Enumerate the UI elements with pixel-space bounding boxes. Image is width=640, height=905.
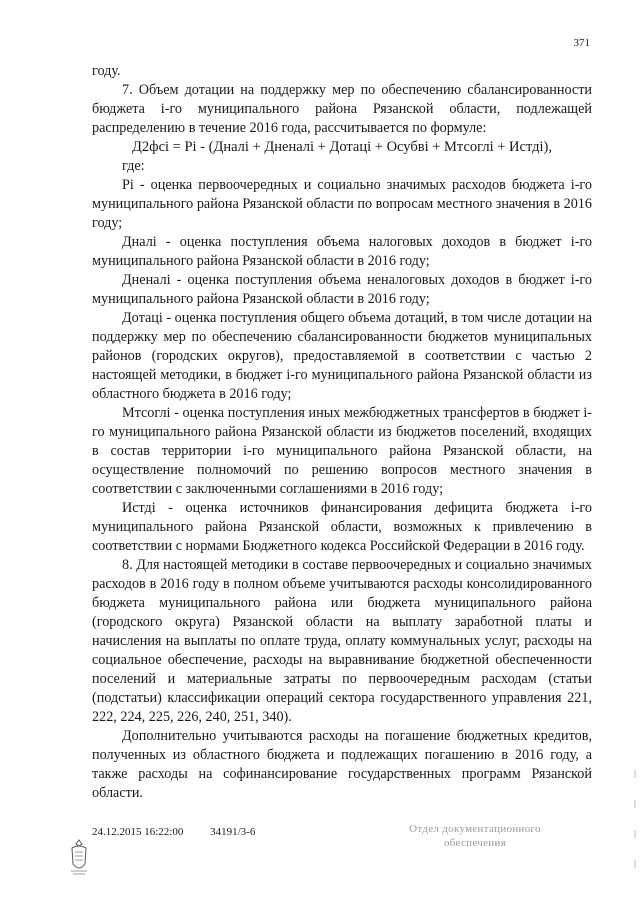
paragraph: 7. Объем дотации на поддержку мер по обеспечению сбалансированности бюджета i-го муниципального района Рязанской области, подлежащей распределению в течение 2016 года, рассчитывается по формуле:	[92, 82, 592, 136]
scan-edge-marks	[634, 770, 636, 890]
page-number: 371	[573, 37, 590, 49]
footer-doc-number: 34191/3-6	[210, 826, 256, 838]
stamp-line: Отдел документационного	[409, 823, 541, 835]
paragraph: Pi - оценка первоочередных и социально значимых расходов бюджета i-го муниципального района Рязанской области по вопросам местного значения в 2016 году;	[92, 177, 592, 231]
paragraph: Дотацi - оценка поступления общего объема дотаций, в том числе дотации на поддержку мер по обеспечению сбалансированности бюджетов муниципальных районов (городских округов), предоставляемой в соответствии с частью 2 настоящей методики, в бюджет i-го муниципального района Рязанской области из областного бюджета в 2016 году;	[92, 310, 592, 402]
footer-datetime: 24.12.2015 16:22:00	[92, 826, 184, 838]
coat-of-arms-icon	[68, 838, 90, 878]
paragraph: Дненалi - оценка поступления объема неналоговых доходов в бюджет i-го муниципального района Рязанской области в 2016 году;	[92, 272, 592, 307]
paragraph: Дополнительно учитываются расходы на погашение бюджетных кредитов, полученных из областного бюджета и подлежащих погашению в 2016 году, а также расходы на софинансирование государственных программ Рязанской области.	[92, 728, 592, 801]
paragraph: 8. Для настоящей методики в составе первоочередных и социально значимых расходов в 2016 году в полном объеме учитываются расходы консолидированного бюджета муниципального района или бюджета муниципального района (городского округа) Рязанской области на выплату заработной платы и начисления на выплаты по оплате труда, оплату коммунальных услуг, расходы на социальное обеспечение, расходы на выравнивание бюджетной обеспеченности поселений и материальные затраты по первоочередным расходам (статьи (подстатьи) классификации операций сектора государственного управления 221, 222, 224, 225, 226, 240, 251, 340).	[92, 557, 592, 725]
document-body	[92, 62, 592, 803]
paragraph: где:	[122, 158, 145, 174]
footer-meta	[92, 826, 279, 838]
paragraph: Мтсоглi - оценка поступления иных межбюджетных трансфертов в бюджет i-го муниципального района Рязанской области из бюджетов поселений, входящих в состав территории i-го муниципального района Рязанской области, на осуществление полномочий по решению вопросов местного значения в соответствии с заключенными соглашениями в 2016 году;	[92, 405, 592, 497]
paragraph: году.	[92, 63, 121, 79]
stamp-line: обеспечения	[443, 837, 507, 849]
paragraph: Истдi - оценка источников финансирования дефицита бюджета i-го муниципального района Рязанской области, возможных к привлечению в соответствии с нормами Бюджетного кодекса Российской Федерации в 2016 году.	[92, 500, 592, 554]
paragraph: Дналi - оценка поступления объема налоговых доходов в бюджет i-го муниципального района Рязанской области в 2016 году;	[92, 234, 592, 269]
formula: Д2фсi = Pi - (Дналi + Дненалi + Дотацi + Осубвi + Мтсоглi + Истдi),	[132, 139, 552, 155]
department-stamp	[390, 822, 560, 850]
